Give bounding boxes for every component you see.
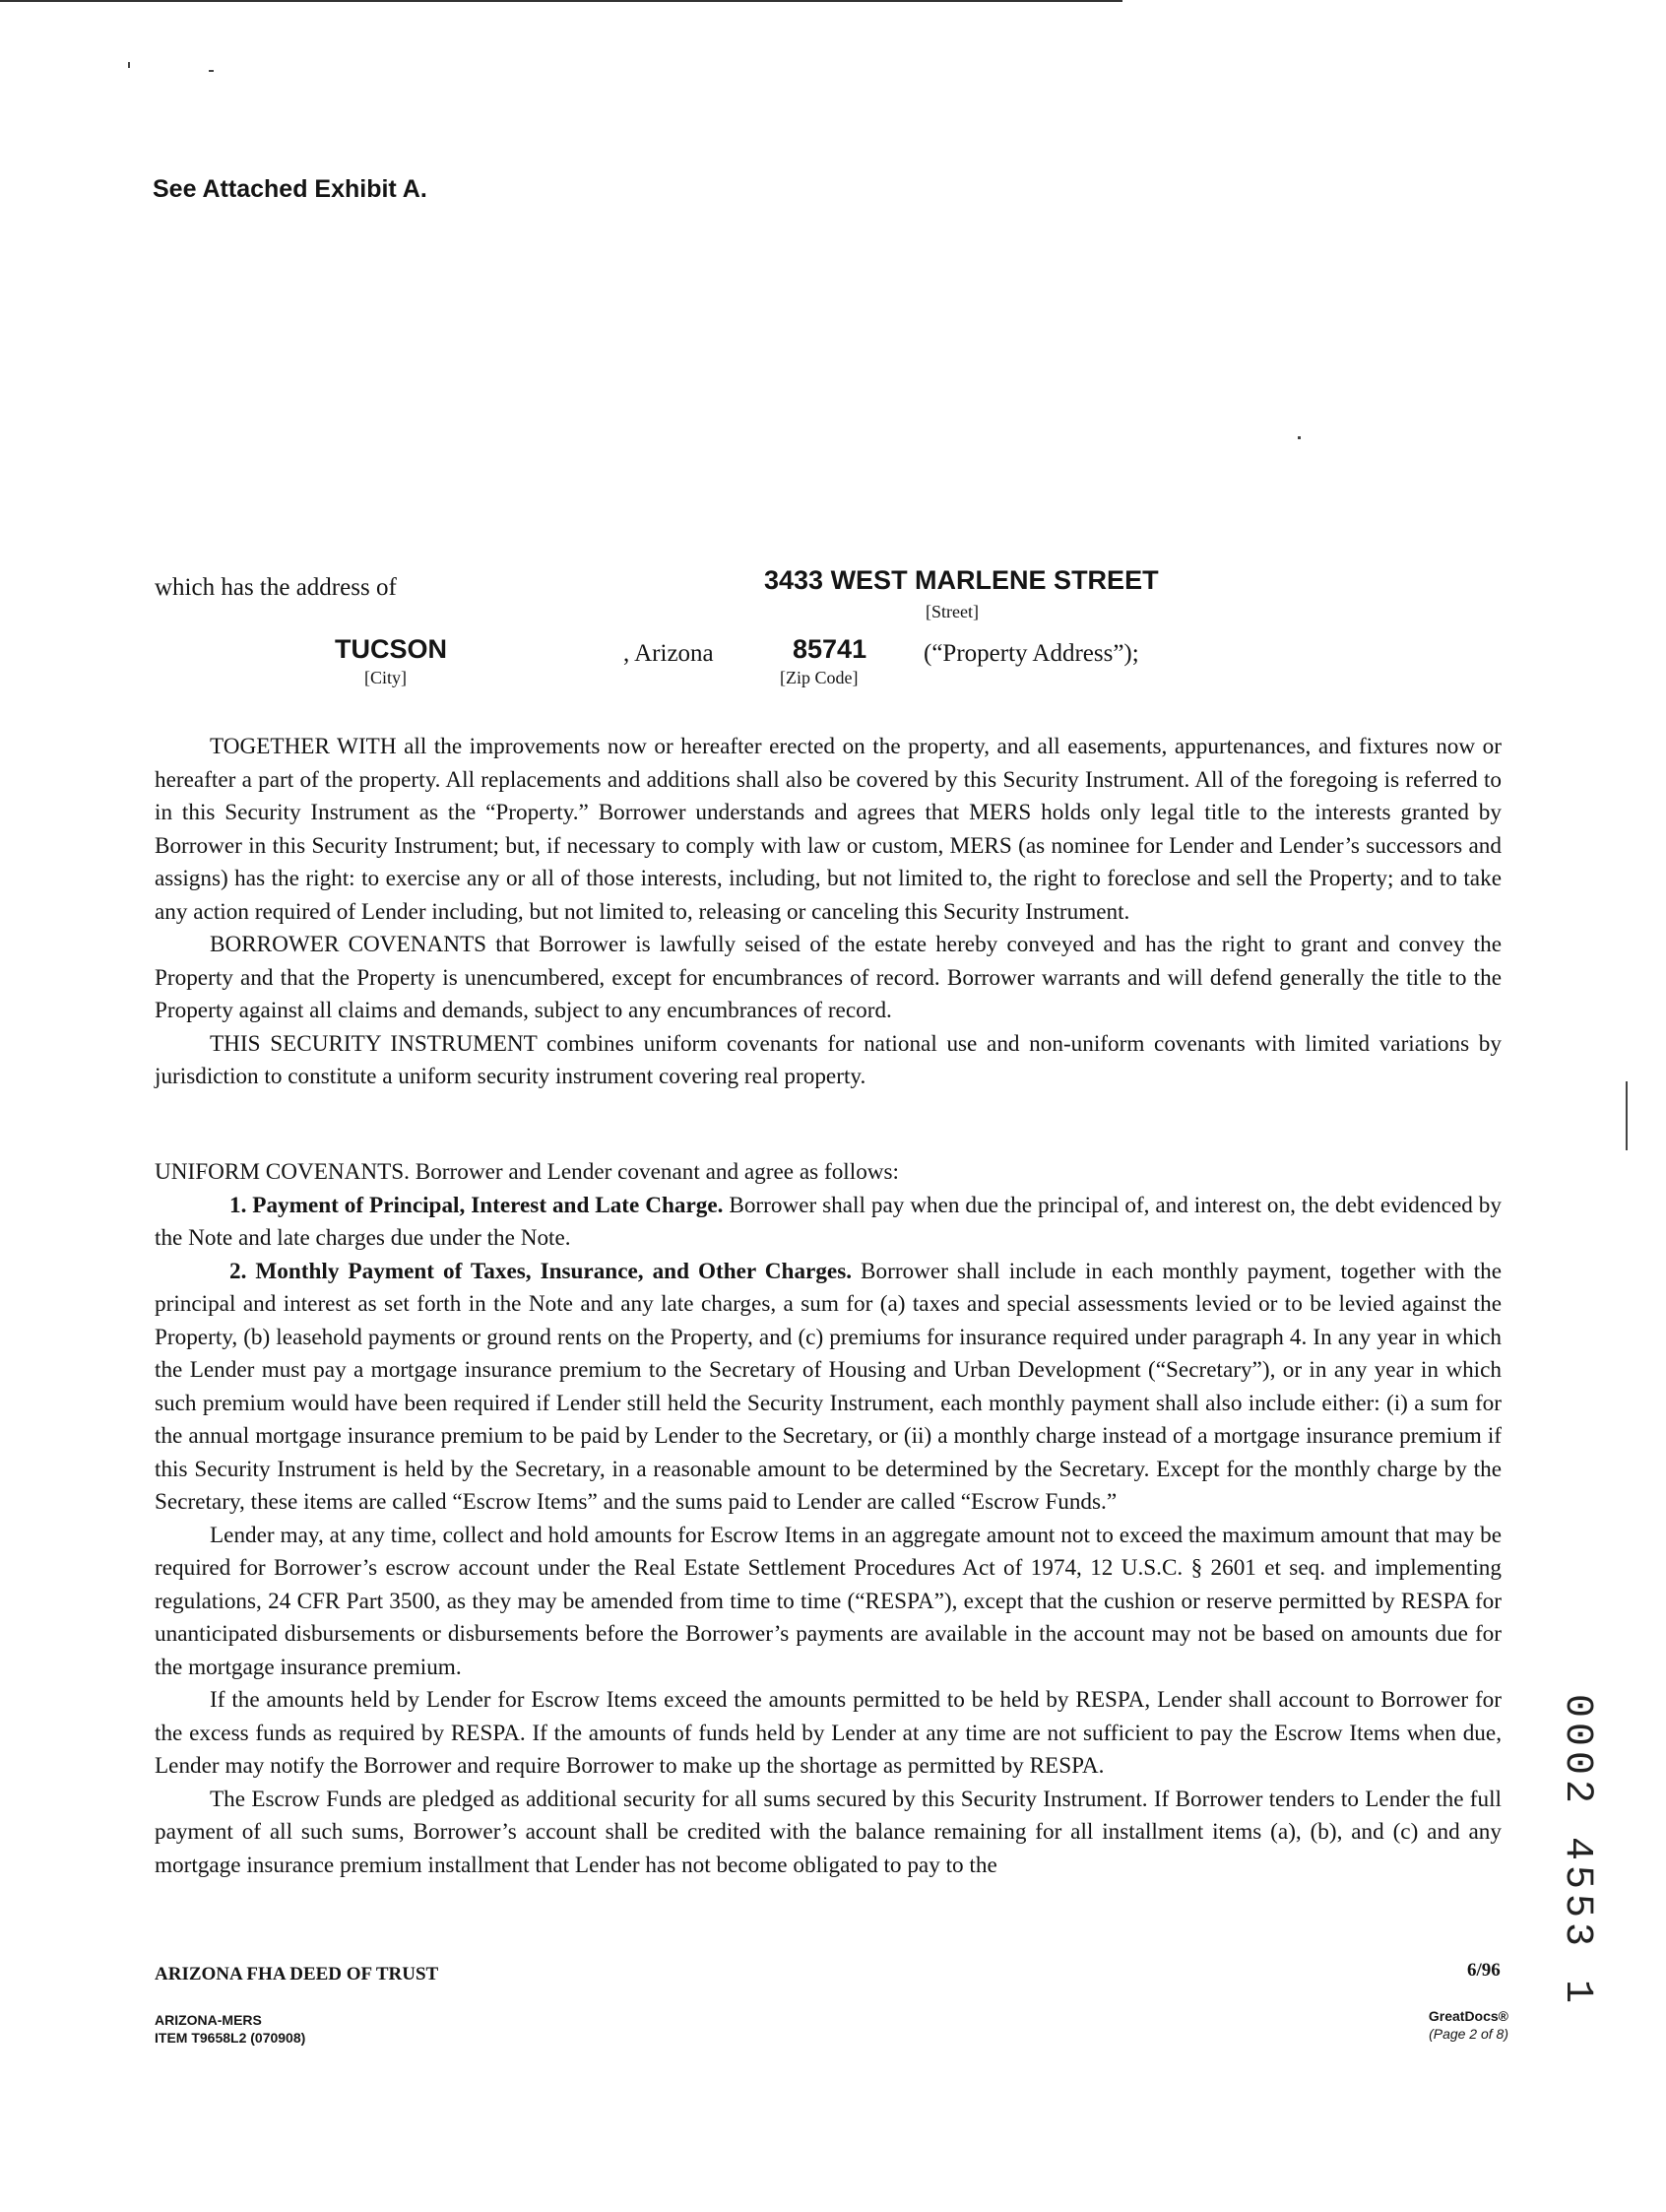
zip-caption: [Zip Code] — [780, 668, 859, 687]
borrower-covenants-paragraph: BORROWER COVENANTS that Borrower is lawfully seised of the estate hereby conveyed and has the right to grant and convey the Property and that the Property is unencumbered, except for encumbrances of record. Borrower warrants and will defend generally the title to the Property against all claims and demands, subject to any encumbrances of record. — [155, 932, 1502, 1023]
scan-speck — [209, 70, 214, 72]
street-value: 3433 WEST MARLENE STREET — [764, 565, 1159, 595]
recording-number-stamp: 0002 4553 1 — [1555, 1694, 1599, 2009]
excess-funds-paragraph: If the amounts held by Lender for Escrow Items exceed the amounts permitted to be held by RESPA, Lender shall account to Borrower for the excess funds as required by RESPA. If the amounts of funds held by Lender at any time are not sufficient to pay the Escrow Items when due, Lender may notify the Borrower and require Borrower to make up the shortage as permitted by RESPA. — [155, 1687, 1502, 1779]
scan-speck — [1298, 436, 1301, 439]
covenant-1-title: 1. Payment of Principal, Interest and Late Charge. — [229, 1192, 724, 1218]
covenant-2 — [155, 1256, 1502, 1520]
city-caption: [City] — [364, 668, 407, 687]
covenant-1 — [155, 1190, 1502, 1256]
uniform-covenants-heading: UNIFORM COVENANTS. Borrower and Lender covenant and agree as follows: — [155, 1159, 899, 1185]
form-code: ARIZONA-MERS — [155, 2012, 262, 2028]
form-title: ARIZONA FHA DEED OF TRUST — [155, 1964, 439, 1984]
escrow-funds-paragraph: The Escrow Funds are pledged as additional security for all sums secured by this Security Instrument. If Borrower tenders to Lender the full payment of all such sums, Borrower’s account shall be credited with the balance remaining for all installment items (a), (b), and (c) and any mortgage insurance premium installment that Lender has not become obligated to pay to the — [155, 1786, 1502, 1878]
exhibit-reference: See Attached Exhibit A. — [153, 175, 427, 203]
uniform-covenants-section — [155, 1156, 1502, 1882]
covenant-1-text: Borrower shall pay when due the principal of, and interest on, the debt evidenced by the Note and late charges due under the Note. — [155, 1192, 1502, 1251]
publisher-name: GreatDocs® — [1428, 2008, 1508, 2024]
conveyance-section — [155, 731, 1502, 1094]
scan-speck — [128, 62, 130, 68]
zip-value: 85741 — [793, 634, 867, 664]
street-caption: [Street] — [926, 602, 979, 621]
together-with-paragraph: TOGETHER WITH all the improvements now or hereafter erected on the property, and all easements, appurtenances, and fixtures now or hereafter a part of the property. All replacements and additions shall also be covered by this Security Instrument. All of the foregoing is referred to in this Security Instrument as the “Property.” Borrower understands and agrees that MERS holds only legal title to the interests granted by Borrower in this Security Instrument; but, if necessary to comply with law or custom, MERS (as nominee for Lender and Lender’s successors and assigns) has the right: to exercise any or all of those interests, including, but not limited to, the right to foreclose and sell the Property; and to take any action required of Lender including, but not limited to, releasing or canceling this Security Instrument. — [155, 734, 1502, 925]
form-codes — [155, 2011, 305, 2047]
covenant-2-text: Borrower shall include in each monthly payment, together with the principal and interest as set forth in the Note and any late charges, a sum for (a) taxes and special assessments levied or to be levied against the Property, (b) leasehold payments or ground rents on the Property, and (c) premiums for insurance required under paragraph 4. In any year in which the Lender must pay a mortgage insurance premium to the Secretary of Housing and Urban Development (“Secretary”), or in any year in which such premium would have been required if Lender still held the Security Instrument, each monthly payment shall also include either: (i) a sum for the annual mortgage insurance premium to be paid by Lender to the Secretary, or (ii) a monthly charge instead of a mortgage insurance premium if this Security Instrument is held by the Secretary, in a reasonable amount to be determined by the Secretary. Except for the monthly charge by the Secretary, these items are called “Escrow Items” and the sums paid to Lender are called “Escrow Funds.” — [155, 1258, 1502, 1515]
security-instrument-paragraph: THIS SECURITY INSTRUMENT combines uniform covenants for national use and non-uniform covenants with limited variations by jurisdiction to constitute a uniform security instrument covering real property. — [155, 1030, 1502, 1089]
lender-may-paragraph: Lender may, at any time, collect and hold amounts for Escrow Items in an aggregate amount not to exceed the maximum amount that may be required for Borrower’s escrow account under the Real Estate Settlement Procedures Act of 1974, 12 U.S.C. § 2601 et seq. and implementing regulations, 24 CFR Part 3500, as they may be amended from time to time (“RESPA”), except that the cushion or reserve permitted by RESPA for unanticipated disbursements or disbursements before the Borrower’s payments are available in the account may not be based on amounts due for the mortgage insurance premium. — [155, 1522, 1502, 1680]
page-number: (Page 2 of 8) — [1429, 2026, 1508, 2042]
item-number: ITEM T9658L2 (070908) — [155, 2030, 306, 2046]
covenant-2-title: 2. Monthly Payment of Taxes, Insurance, and Other Charges. — [229, 1258, 853, 1284]
state-text: , Arizona — [623, 640, 714, 667]
form-date: 6/96 — [1467, 1960, 1501, 1981]
scan-top-edge — [0, 0, 1122, 2]
city-value: TUCSON — [335, 634, 447, 664]
scan-speck — [1626, 1081, 1628, 1150]
address-lead-text: which has the address of — [155, 574, 397, 601]
publisher-block — [1410, 2007, 1508, 2043]
property-address-label: (“Property Address”); — [924, 640, 1139, 667]
